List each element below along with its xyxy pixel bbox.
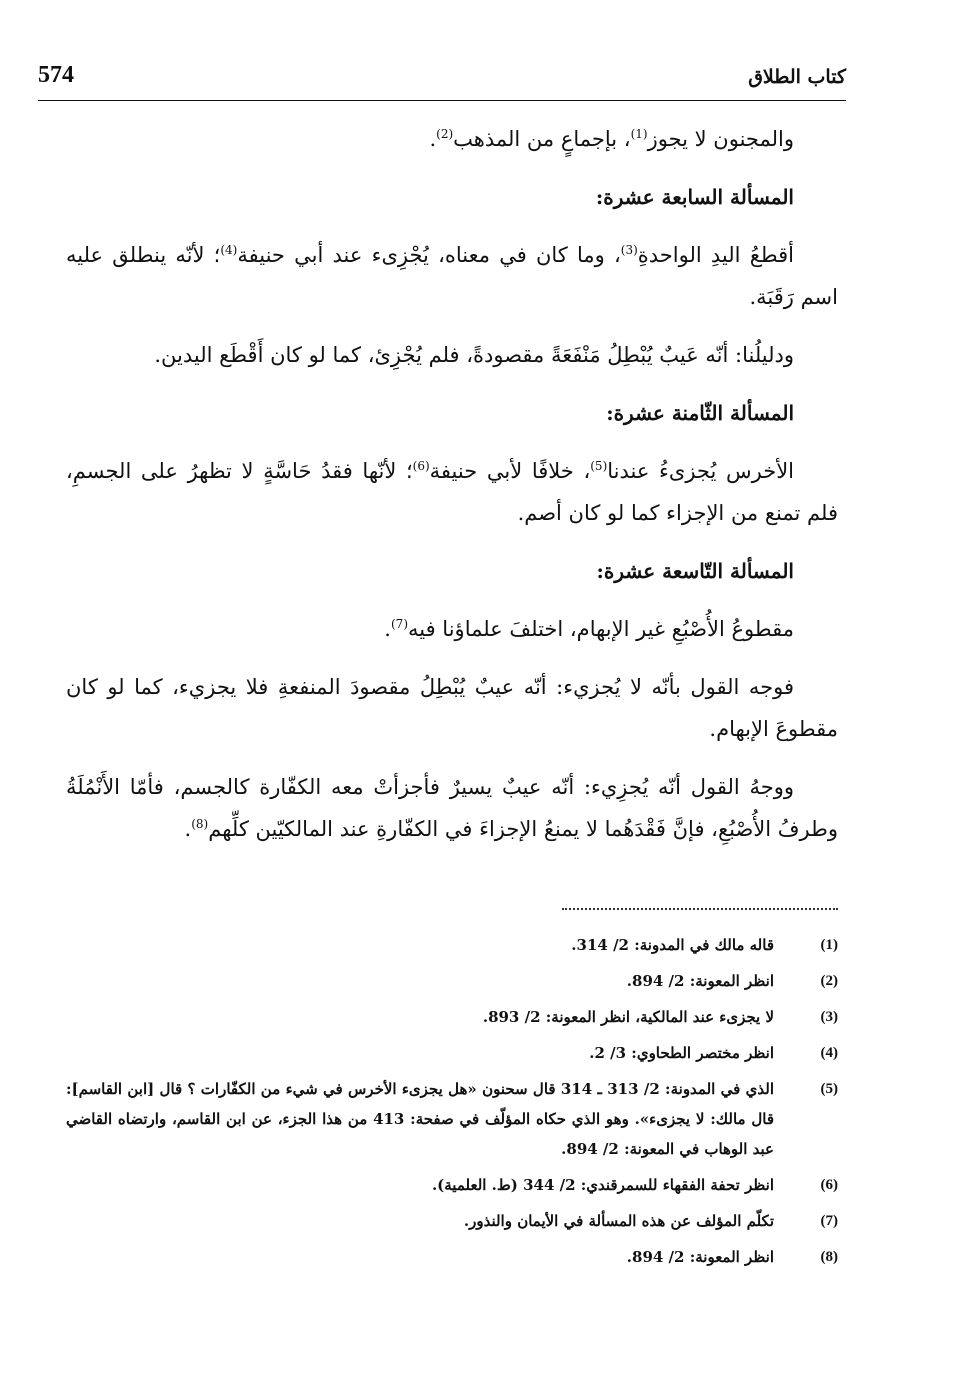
footnote-number: (5) xyxy=(820,1081,838,1097)
footnote-number: (3) xyxy=(820,1009,838,1025)
paragraph-1 xyxy=(66,118,838,160)
footnote-number: (1) xyxy=(820,937,838,953)
footnote xyxy=(66,1242,838,1272)
footnote xyxy=(66,1170,838,1200)
paragraph-3: ودليلُنا: أنّه عَيبٌ يُبْطِلُ مَنْفَعَةً مقصودةً، فلم يُجْزِئ، كما لو كان أَقْطَع اليدين. xyxy=(154,343,794,367)
text-run: ، خلافًا لأبي حنيفة xyxy=(429,459,591,483)
paragraph-4 xyxy=(66,450,838,534)
footnote-text: انظر المعونة: 2/ 894. xyxy=(626,972,774,990)
heading-issue-19: المسألة التّاسعة عشرة: xyxy=(596,559,794,583)
footnote-ref-4[interactable]: (4) xyxy=(220,243,238,257)
text-run: الأخرس يُجزىءُ عندنا xyxy=(607,459,795,483)
text-run: ، بإجماعٍ من المذهب xyxy=(453,127,631,151)
footnote-ref-8[interactable]: (8) xyxy=(191,817,209,831)
text-run: ؛ لأنّه ينطلق عليه اسم رَقَبَة. xyxy=(66,243,838,309)
footnote-ref-3[interactable]: (3) xyxy=(620,243,638,257)
text-run: ووجهُ القول أنّه يُجزِيء: أنّه عيبٌ يسيرٌ فأجزأتْ معه الكفّارة كالجسم، فأمّا الأَنْمُلَةُ وطرفُ الأُصْبُعِ، فإنَّ فَقْدَهُما لا يمنعُ الإجزاءَ في الكفّارةِ عند المالكيّين كلِّهم xyxy=(66,775,838,841)
footnote-text: انظر مختصر الطحاوي: 3/ 2. xyxy=(589,1044,774,1062)
paragraph-6: فوجه القول بأنّه لا يُجزيء: أنّه عيبٌ يُبْطِلُ مقصودَ المنفعةِ فلا يجزيء، كما لو كان مقطوعَ الإبهام. xyxy=(66,675,838,741)
footnote-ref-7[interactable]: (7) xyxy=(390,617,408,631)
footnote xyxy=(66,1206,838,1236)
main-text xyxy=(66,118,838,866)
footnote xyxy=(66,1038,838,1068)
footnote-text: تكلّم المؤلف عن هذه المسألة في الأيمان والنذور. xyxy=(463,1212,774,1230)
text-run: . xyxy=(384,617,391,641)
heading-issue-18: المسألة الثّامنة عشرة: xyxy=(606,401,794,425)
footnote-text: قاله مالك في المدونة: 2/ 314. xyxy=(571,936,774,954)
footnote-ref-6[interactable]: (6) xyxy=(412,459,430,473)
text-run: أقطعُ اليدِ الواحدةِ xyxy=(637,243,794,267)
footnote-number: (8) xyxy=(820,1249,838,1265)
text-run: والمجنون لا يجوز xyxy=(647,127,794,151)
text-run: . xyxy=(429,127,437,151)
paragraph-5 xyxy=(66,608,838,650)
footnote-number: (2) xyxy=(820,973,838,989)
footnote-text: انظر تحفة الفقهاء للسمرقندي: 2/ 344 (ط. العلمية). xyxy=(431,1176,774,1194)
footnote-ref-1[interactable]: (1) xyxy=(630,127,648,141)
page-header xyxy=(38,62,846,101)
running-title: كتاب الطلاق xyxy=(748,66,846,88)
footnote-text: انظر المعونة: 2/ 894. xyxy=(626,1248,774,1266)
footnote-number: (4) xyxy=(820,1045,838,1061)
page-number: 574 xyxy=(38,62,74,88)
footnote-separator xyxy=(562,908,838,910)
footnote xyxy=(66,1002,838,1032)
footnote-ref-5[interactable]: (5) xyxy=(590,459,608,473)
text-run: ، وما كان في معناه، يُجْزِىء عند أبي حنيفة xyxy=(237,243,621,267)
text-run: ؛ لأنّها فقدُ حَاسَّةٍ لا تظهرُ على الجسمِ، فلم تمنع من الإجزاء كما لو كان أصم. xyxy=(66,459,838,525)
paragraph-2 xyxy=(66,234,838,318)
footnote xyxy=(66,1074,838,1164)
footnote-number: (7) xyxy=(820,1213,838,1229)
footnote-text: لا يجزىء عند المالكية، انظر المعونة: 2/ 893. xyxy=(482,1008,774,1026)
footnotes xyxy=(66,930,838,1278)
text-run: . xyxy=(184,817,192,841)
footnote-number: (6) xyxy=(820,1177,838,1193)
footnote xyxy=(66,966,838,996)
footnote xyxy=(66,930,838,960)
heading-issue-17: المسألة السابعة عشرة: xyxy=(595,185,794,209)
paragraph-7 xyxy=(66,766,838,850)
footnote-ref-2[interactable]: (2) xyxy=(436,127,454,141)
text-run: مقطوعُ الأُصْبُعِ غير الإبهام، اختلفَ علماؤنا فيه xyxy=(408,617,794,641)
footnote-text: الذي في المدونة: 2/ 313 ـ 314 قال سحنون «هل يجزىء الأخرس في شيء من الكفّارات ؟ قال [ابن القاسم]: قال مالك: لا يجزىء». وهو الذي حكاه المؤلّف في صفحة: 413 من هذا الجزء، عن ابن القاسم، وارتضاه القاضي عبد الوهاب في المعونة: 2/ 894. xyxy=(66,1080,774,1158)
